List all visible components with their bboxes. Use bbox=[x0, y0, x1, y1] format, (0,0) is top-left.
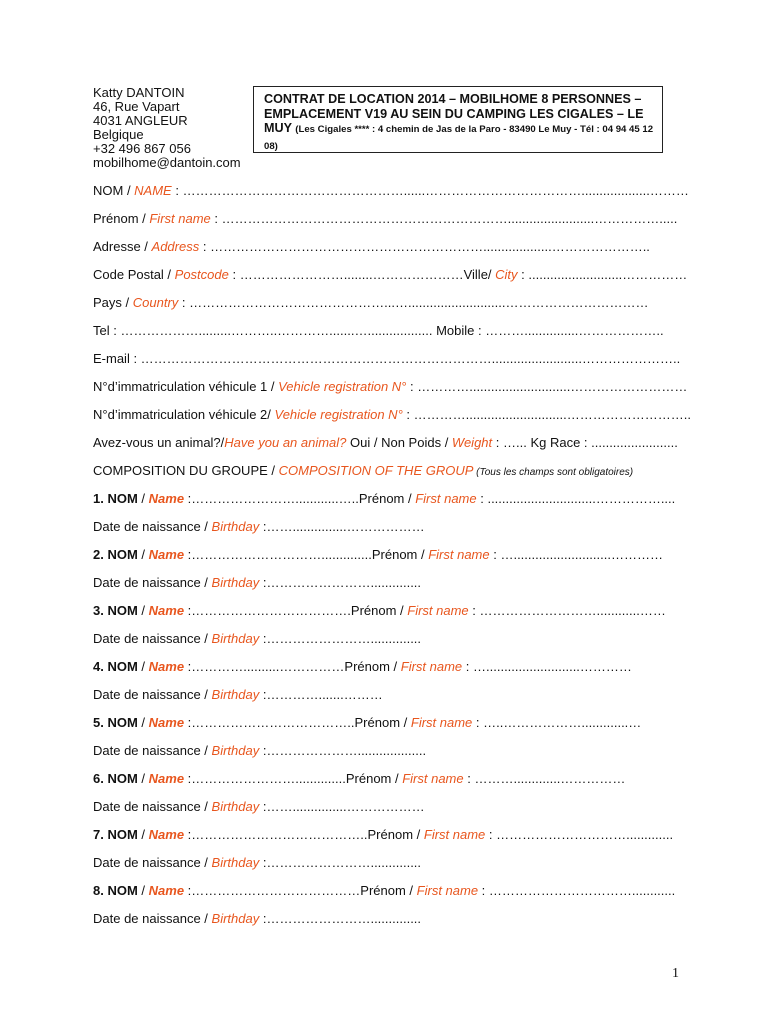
field-animal[interactable] bbox=[93, 435, 678, 451]
fill-line[interactable]: : ……………………………............ bbox=[478, 883, 676, 898]
field-immat-1[interactable] bbox=[93, 379, 687, 395]
field-label-en: Name bbox=[148, 659, 185, 674]
member-birthday-row[interactable] bbox=[93, 575, 421, 591]
field-label: Prénom / bbox=[354, 715, 411, 730]
fill-line[interactable]: :…………………................... bbox=[259, 743, 427, 758]
sender-street: 46, Rue Vapart bbox=[93, 99, 180, 114]
fill-line[interactable]: : …..……………….............… bbox=[472, 715, 642, 730]
group-heading-en: COMPOSITION OF THE GROUP bbox=[278, 463, 474, 478]
field-label-en: Name bbox=[148, 883, 185, 898]
field-label-en: First name bbox=[416, 883, 479, 898]
field-label-en: Name bbox=[148, 603, 185, 618]
fill-line[interactable]: : ..........................…………… bbox=[517, 267, 688, 282]
member-birthday-row[interactable] bbox=[93, 799, 425, 815]
member-birthday-row[interactable] bbox=[93, 743, 426, 759]
field-label: Adresse / bbox=[93, 239, 152, 254]
campsite-details: (Les Cigales **** : 4 chemin de Jas de la Paro - 83490 Le Muy - Tél : 04 94 45 12 08) bbox=[264, 124, 654, 152]
field-label-en: Birthday bbox=[211, 743, 260, 758]
fill-line[interactable]: : …...........................………… bbox=[489, 547, 663, 562]
field-label-en: Birthday bbox=[211, 687, 260, 702]
field-label-en: First name bbox=[407, 603, 469, 618]
field-label-en: Birthday bbox=[211, 911, 260, 926]
fill-line[interactable]: : …………………………………………………………........................……………..... bbox=[210, 211, 678, 226]
member-number: 3. NOM bbox=[93, 603, 138, 618]
member-birthday-row[interactable] bbox=[93, 911, 421, 927]
field-label: Date de naissance / bbox=[93, 855, 212, 870]
fill-line[interactable]: :………………………….............. bbox=[184, 547, 372, 562]
field-label: Oui / Non Poids / bbox=[346, 435, 452, 450]
sender-city: 4031 ANGLEUR bbox=[93, 113, 188, 128]
field-immat-2[interactable] bbox=[93, 407, 691, 423]
fill-line[interactable]: E-mail : ……………………………………………………………………….........................………………….. bbox=[93, 351, 681, 366]
fill-line[interactable]: : ………………………………………...…...........................…………………………… bbox=[178, 295, 649, 310]
field-tel-mobile[interactable] bbox=[93, 323, 664, 339]
fill-line[interactable]: : …………............................……………………… bbox=[406, 379, 688, 394]
field-label-en: First name bbox=[423, 827, 486, 842]
field-label-en: NAME bbox=[134, 183, 172, 198]
field-label: NOM / bbox=[93, 183, 135, 198]
field-label: Prénom / bbox=[350, 603, 408, 618]
field-label: Date de naissance / bbox=[93, 799, 212, 814]
field-nom[interactable] bbox=[93, 183, 689, 199]
field-label: Prénom / bbox=[367, 827, 424, 842]
fill-line[interactable]: :……………………………….. bbox=[184, 715, 355, 730]
member-number: 7. NOM bbox=[93, 827, 138, 842]
fill-line[interactable]: :………………………………… bbox=[184, 883, 361, 898]
field-label: Date de naissance / bbox=[93, 631, 212, 646]
fill-line[interactable]: : …………............................……………………….. bbox=[402, 407, 691, 422]
field-label: Date de naissance / bbox=[93, 575, 212, 590]
fill-line[interactable]: :…………………….............. bbox=[259, 911, 422, 926]
field-label-en: First name bbox=[149, 211, 211, 226]
member-name-row[interactable] bbox=[93, 491, 675, 507]
member-number: 4. NOM bbox=[93, 659, 138, 674]
field-label: Date de naissance / bbox=[93, 519, 212, 534]
field-label-en: Vehicle registration N° bbox=[278, 379, 407, 394]
slash: / bbox=[137, 771, 149, 786]
field-label: Code Postal / bbox=[93, 267, 175, 282]
field-label-en: First name bbox=[410, 715, 473, 730]
field-label-en: Name bbox=[148, 827, 185, 842]
fill-line[interactable]: : …..........................………… bbox=[462, 659, 632, 674]
field-label-en: Birthday bbox=[211, 575, 260, 590]
member-name-row[interactable] bbox=[93, 547, 663, 563]
group-heading bbox=[93, 463, 633, 479]
slash: / bbox=[137, 883, 149, 898]
fill-line[interactable]: : ………………………………………………………...................………………….. bbox=[199, 239, 650, 254]
field-label-en: Name bbox=[148, 715, 185, 730]
member-name-row[interactable] bbox=[93, 715, 641, 731]
field-adresse[interactable] bbox=[93, 239, 650, 255]
member-number: 6. NOM bbox=[93, 771, 138, 786]
contract-title: CONTRAT DE LOCATION 2014 – MOBILHOME 8 PERSONNES – EMPLACEMENT V19 AU SEIN DU CAMPING LES CIGALES – LE MUY bbox=[264, 92, 644, 135]
slash: / bbox=[137, 659, 149, 674]
fill-line[interactable]: : …... Kg Race : ........................ bbox=[492, 435, 678, 450]
fill-line[interactable]: : ………………………............…… bbox=[468, 603, 666, 618]
member-birthday-row[interactable] bbox=[93, 631, 421, 647]
field-label: Pays / bbox=[93, 295, 133, 310]
member-number: 5. NOM bbox=[93, 715, 138, 730]
field-label-en: Postcode bbox=[174, 267, 229, 282]
slash: / bbox=[137, 547, 149, 562]
field-label-en: Name bbox=[148, 491, 185, 506]
fill-line[interactable]: :……………………............….. bbox=[184, 491, 359, 506]
field-label: Date de naissance / bbox=[93, 743, 212, 758]
sender-country: Belgique bbox=[93, 127, 144, 142]
field-label-en: Have you an animal? bbox=[224, 435, 347, 450]
field-label: Prénom / bbox=[344, 659, 401, 674]
field-label-en: Address bbox=[151, 239, 200, 254]
field-label-en: Weight bbox=[451, 435, 493, 450]
fill-line[interactable]: :…………………….............. bbox=[259, 631, 422, 646]
field-label-en: Vehicle registration N° bbox=[274, 407, 403, 422]
field-label: Date de naissance / bbox=[93, 687, 212, 702]
fill-line[interactable]: :…………………….............. bbox=[184, 771, 346, 786]
field-prenom[interactable] bbox=[93, 211, 677, 227]
field-label: Prénom / bbox=[93, 211, 150, 226]
member-name-row[interactable] bbox=[93, 771, 625, 787]
member-name-row[interactable] bbox=[93, 603, 666, 619]
fill-line[interactable]: :…………………….............. bbox=[259, 575, 422, 590]
member-birthday-row[interactable] bbox=[93, 855, 421, 871]
fill-line[interactable]: :…………..........…………… bbox=[184, 659, 345, 674]
field-label-en: Name bbox=[148, 771, 185, 786]
member-number: 1. NOM bbox=[93, 491, 138, 506]
field-label-en: First name bbox=[428, 547, 490, 562]
fill-line[interactable]: :………….......……… bbox=[259, 687, 383, 702]
field-label-en: Country bbox=[132, 295, 179, 310]
field-label: Avez-vous un animal?/ bbox=[93, 435, 225, 450]
fill-line[interactable]: : ..............................…………….... bbox=[476, 491, 676, 506]
member-birthday-row[interactable] bbox=[93, 687, 383, 703]
sender-name: Katty DANTOIN bbox=[93, 85, 185, 100]
field-label-en: First name bbox=[415, 491, 477, 506]
fill-line[interactable]: : ……………………........…………………Ville/ bbox=[228, 267, 496, 282]
fill-line[interactable]: :……...............……………… bbox=[259, 519, 425, 534]
slash: / bbox=[137, 715, 149, 730]
slash: / bbox=[137, 603, 149, 618]
sender-phone: +32 496 867 056 bbox=[93, 141, 191, 156]
field-label: Prénom / bbox=[345, 771, 403, 786]
field-label: N°d’immatriculation véhicule 1 / bbox=[93, 379, 279, 394]
fill-line[interactable]: :………………………………….. bbox=[184, 827, 368, 842]
field-label: Prénom / bbox=[360, 883, 417, 898]
page-number: 1 bbox=[672, 966, 679, 981]
field-label-en: Name bbox=[148, 547, 185, 562]
field-label: Prénom / bbox=[371, 547, 429, 562]
field-label: Date de naissance / bbox=[93, 911, 212, 926]
sender-address bbox=[93, 86, 241, 170]
field-label-en: Birthday bbox=[211, 519, 260, 534]
member-name-row[interactable] bbox=[93, 883, 675, 899]
field-label-en: First name bbox=[402, 771, 464, 786]
field-label-en: First name bbox=[400, 659, 463, 674]
member-number: 2. NOM bbox=[93, 547, 138, 562]
fill-line[interactable]: : …………………………............. bbox=[485, 827, 674, 842]
member-name-row[interactable] bbox=[93, 659, 632, 675]
fill-line[interactable]: :……...............……………… bbox=[259, 799, 425, 814]
slash: / bbox=[137, 491, 149, 506]
fill-line[interactable]: Tel : ……………….........………..………….......….................. Mobile : ………...............……………….. bbox=[93, 323, 664, 338]
member-number: 8. NOM bbox=[93, 883, 138, 898]
field-label-en: Birthday bbox=[211, 799, 260, 814]
sender-email: mobilhome@dantoin.com bbox=[93, 155, 241, 170]
contract-title-box bbox=[253, 86, 663, 153]
fill-line[interactable]: :………………………………. bbox=[184, 603, 351, 618]
fill-line[interactable]: : ……….............…………… bbox=[463, 771, 626, 786]
field-label-en: Birthday bbox=[211, 631, 260, 646]
field-email[interactable] bbox=[93, 351, 680, 367]
field-label: N°d’immatriculation véhicule 2/ bbox=[93, 407, 275, 422]
group-note: (Tous les champs sont obligatoires) bbox=[473, 467, 634, 478]
field-label: Prénom / bbox=[358, 491, 416, 506]
group-heading-fr: COMPOSITION DU GROUPE / bbox=[93, 463, 279, 478]
field-label-en: Birthday bbox=[211, 855, 260, 870]
slash: / bbox=[137, 827, 149, 842]
fill-line[interactable]: : ……………………………………………......………………………………...................……… bbox=[171, 183, 689, 198]
field-label-en: City bbox=[495, 267, 518, 282]
field-postcode-city[interactable] bbox=[93, 267, 687, 283]
fill-line[interactable]: :…………………….............. bbox=[259, 855, 422, 870]
member-name-row[interactable] bbox=[93, 827, 673, 843]
member-birthday-row[interactable] bbox=[93, 519, 425, 535]
field-pays[interactable] bbox=[93, 295, 648, 311]
